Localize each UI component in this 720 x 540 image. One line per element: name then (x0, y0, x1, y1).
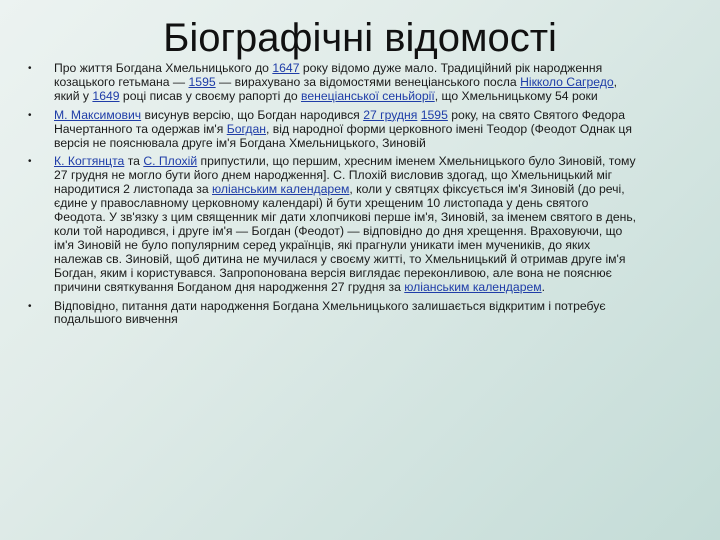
hyperlink[interactable]: 1649 (92, 88, 120, 103)
bullet-text (54, 108, 632, 150)
hyperlink[interactable]: 1647 (272, 61, 300, 75)
text-segment: висунув версію, що Богдан народився (141, 107, 364, 122)
bullet-list (26, 62, 642, 332)
bullet-item (26, 109, 642, 151)
bullet-marker: • (28, 300, 32, 312)
text-segment: , коли у святцях фіксується ім'я Зиновій (до речі, єдине у православному церковному календарі) й бути хрещеним 10 листопада у день святого Феодота. У зв'язку з цим священник міг дати хлопчикові перше ім'я, Зиновій, за іменем святого в день, коли той народився, і друге ім'я — Богдан (Феодот) — відповідно до дня хрещення. Враховуючи, що ім'я Зиновій не було популярним серед українців, які прагнули уникати імен мучеників, до яких належав св. Зиновій, щоб дитина не мучилася у своєму житті, то Хмельницький й отримав друге ім'я Богдан, яким і користувався. Запропонована версія виглядає переконливою, але вона не пояснює причини святкування Богданом дня народження 27 грудня за (54, 182, 637, 294)
text-segment: року відомо дуже мало. Традиційний рік народження козацького гетьмана — (54, 61, 603, 89)
bullet-marker: • (28, 63, 32, 74)
hyperlink[interactable]: 1595 (188, 74, 216, 89)
bullet-item (26, 62, 642, 104)
bullet-marker: • (28, 109, 32, 121)
hyperlink[interactable]: 27 грудня (363, 107, 418, 122)
hyperlink[interactable]: Богдан (226, 121, 267, 136)
bullet-text (54, 61, 617, 103)
hyperlink[interactable]: юліанським календарем (212, 182, 350, 197)
text-segment: , що Хмельницькому 54 роки (434, 88, 598, 103)
hyperlink[interactable]: М. Максимович (54, 107, 142, 122)
hyperlink[interactable]: С. Плохій (143, 154, 198, 169)
hyperlink[interactable]: Нікколо Сагредо (520, 74, 614, 89)
hyperlink[interactable]: юліанським календарем (404, 279, 542, 294)
bullet-text (54, 154, 636, 293)
bullet-item (26, 300, 642, 328)
hyperlink[interactable]: К. Когтянцта (54, 154, 125, 169)
bullet-item (26, 155, 642, 294)
text-segment: , який у (54, 74, 618, 103)
text-segment: році писав у своєму рапорті до (119, 88, 302, 103)
text-segment: припустили, що першим, хресним іменем Хмельницького було Зиновій, тому 27 грудня не могло бути його днем народження]. С. Плохій висловив здогад, що Хмельницький міг народитися 2 листопада за (54, 154, 636, 197)
text-segment: року, на свято Святого Федора Начертанного та одержав ім'я (54, 107, 625, 136)
text-segment: , від народної форми церковного імені Теодор (Феодот Однак ця версія не пояснювала друге ім'я Богдана Хмельницького, Зиновій (54, 121, 632, 150)
hyperlink[interactable]: 1595 (420, 107, 448, 122)
text-segment: та (124, 154, 144, 169)
hyperlink[interactable]: венеціанської сеньйорії (301, 88, 435, 103)
text-segment: Відповідно, питання дати народження Богдана Хмельницького залишається відкритим і потребує подальшого вивчення (54, 298, 606, 327)
text-segment: — вирахувано за відомостями венеціанського посла (215, 74, 521, 89)
bullet-text (54, 299, 606, 327)
slide-title: Біографічні відомості (163, 16, 557, 60)
text-segment: . (541, 279, 546, 294)
bullet-marker: • (28, 156, 32, 168)
text-segment: Про життя Богдана Хмельницького до (54, 61, 273, 75)
